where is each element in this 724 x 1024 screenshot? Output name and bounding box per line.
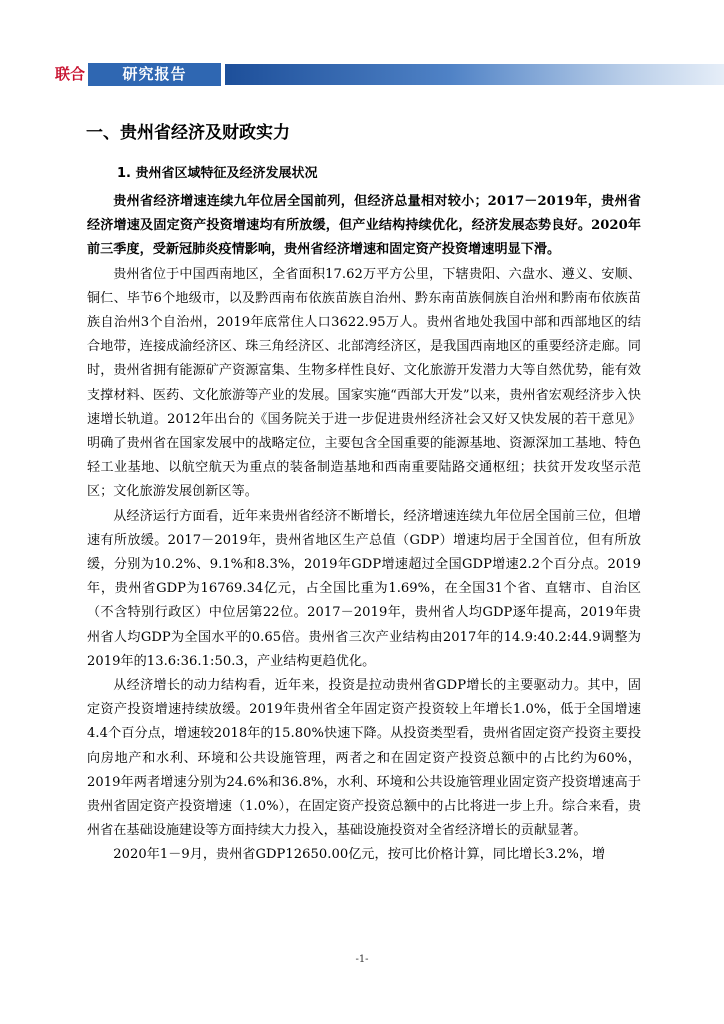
body-paragraph: 从经济运行方面看，近年来贵州省经济不断增长，经济增速连续九年位居全国前三位，但增速有所放缓。2017－2019年，贵州省地区生产总值（GDP）增速均居于全国首位，但有所放缓，分别为10.2%、9.1%和8.3%，2019年GDP增速超过全国GDP增速2.2个百分点。2019年，贵州省GDP为16769.34亿元，占全国比重为1.69%，在全国31个省、直辖市、自治区（不含特别行政区）中位居第22位。2017－2019年，贵州省人均GDP逐年提高，2019年贵州省人均GDP为全国水平的0.65倍。贵州省三次产业结构由2017年的14.9:40.2:44.9调整为2019年的13.6:36.1:50.3，产业结构更趋优化。 (87, 508, 641, 669)
body-paragraph: 贵州省位于中国西南地区，全省面积17.62万平方公里，下辖贵阳、六盘水、遵义、安顺、铜仁、毕节6个地级市，以及黔西南布依族苗族自治州、黔东南苗族侗族自治州和黔南布依族苗族自治州3个自治州，2019年底常住人口3622.95万人。贵州省地处我国中部和西部地区的结合地带，连接成渝经济区、珠三角经济区、北部湾经济区，是我国西南地区的重要经济走廊。同时，贵州省拥有能源矿产资源富集、生物多样性良好、文化旅游开发潜力大等自然优势，能有效支撑材料、医药、文化旅游等产业的发展。国家实施“西部大开发”以来，贵州省宏观经济步入快速增长轨道。2012年出台的《国务院关于进一步促进贵州经济社会又好又快发展的若干意见》明确了贵州省在国家发展中的战略定位，主要包含全国重要的能源基地、资源深加工基地、特色轻工业基地、以航空航天为重点的装备制造基地和西南重要陆路交通枢纽；扶贫开发攻坚示范区；文化旅游发展创新区等。 (87, 266, 641, 500)
body-paragraph: 从经济增长的动力结构看，近年来，投资是拉动贵州省GDP增长的主要驱动力。其中，固定资产投资增速持续放缓。2019年贵州省全年固定资产投资较上年增长1.0%，低于全国增速4.4个百分点，增速较2018年的15.80%快速下降。从投资类型看，贵州省固定资产投资主要投向房地产和水利、环境和公共设施管理，两者之和在固定资产投资总额中的占比约为60%，2019年两者增速分别为24.6%和36.8%，水利、环境和公共设施管理业固定资产投资增速高于贵州省固定资产投资增速（1.0%），在固定资产投资总额中的占比将进一步上升。综合来看，贵州省在基础设施建设等方面持续大力投入，基础设施投资对全省经济增长的贡献显著。 (87, 678, 641, 839)
body-paragraph: 2020年1－9月，贵州省GDP12650.00亿元，按可比价格计算，同比增长3.2%，增 (113, 847, 606, 863)
brand-name: 联合 (55, 65, 86, 83)
brand-report-label: 研究报告 (88, 63, 221, 86)
section-heading: 一、贵州省经济及财政实力 (86, 123, 290, 143)
body-text (87, 190, 641, 868)
page-number: -1- (355, 954, 369, 965)
section-subheading: 1. 贵州省区域特征及经济发展状况 (117, 166, 318, 181)
report-header (55, 62, 724, 87)
header-gradient-band (225, 64, 724, 85)
summary-paragraph: 贵州省经济增速连续九年位居全国前列，但经济总量相对较小；2017－2019年，贵州省经济增速及固定资产投资增速均有所放缓，但产业结构持续优化，经济发展态势良好。2020年前三季度，受新冠肺炎疫情影响，贵州省经济增速和固定资产投资增速明显下滑。 (87, 194, 641, 258)
